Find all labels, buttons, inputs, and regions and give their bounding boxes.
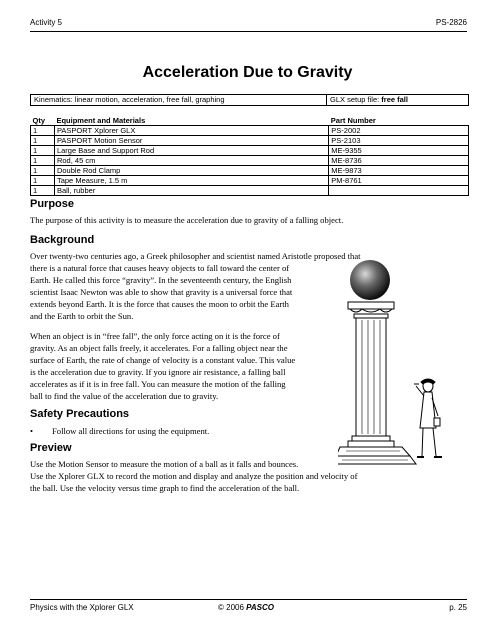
footer-book-title: Physics with the Xplorer GLX [30, 603, 134, 612]
part-cell: PS-2002 [329, 126, 469, 136]
background-paragraph-1 [30, 250, 361, 322]
qty-cell: 1 [31, 146, 55, 156]
header-rule [30, 31, 467, 32]
table-row [31, 166, 469, 176]
text-line: Over twenty-two centuries ago, a Greek philosopher and scientist named Aristotle proposed that [30, 251, 361, 261]
item-cell: Large Base and Support Rod [54, 146, 328, 156]
safety-bullet: • [30, 426, 34, 436]
table-row [31, 126, 469, 136]
column-and-ball-illustration [338, 258, 450, 478]
info-box-divider [326, 95, 327, 105]
footer-copyright: © 2006 PASCO [218, 603, 274, 612]
purpose-text: The purpose of this activity is to measure the acceleration due to gravity of a falling object. [30, 215, 344, 225]
item-cell: PASPORT Xplorer GLX [54, 126, 328, 136]
table-row [31, 176, 469, 186]
column-header-part: Part Number [330, 116, 376, 125]
qty-cell: 1 [31, 136, 55, 146]
part-cell: ME-9355 [329, 146, 469, 156]
text-line: Use the Xplorer GLX to record the motion and display and analyze the position and velocity of [30, 471, 358, 481]
person-figure [414, 379, 442, 457]
text-line: surface of Earth, the rate of change of velocity is a constant value. This value [30, 355, 296, 365]
text-line: scientist Isaac Newton was able to show that gravity is a universal force that [30, 287, 293, 297]
safety-heading: Safety Precautions [30, 408, 130, 420]
page-title: Acceleration Due to Gravity [142, 64, 353, 81]
text-line: is the acceleration due to gravity. If you ignore air resistance, a falling ball [30, 367, 286, 377]
text-line: and the Earth to orbit the Sun. [30, 311, 134, 321]
text-line: there is a natural force that causes heavy objects to fall toward the center of [30, 263, 290, 273]
text-line: gravity. As an object falls freely, it accelerates. For a falling object near the [30, 343, 288, 353]
footer-page-number: p. 25 [449, 603, 467, 612]
ball-icon [350, 260, 390, 300]
item-cell: Tape Measure, 1.5 m [54, 176, 328, 186]
item-cell: Rod, 45 cm [54, 156, 328, 166]
qty-cell: 1 [31, 126, 55, 136]
text-line: Use the Motion Sensor to measure the motion of a ball as it falls and bounces. [30, 459, 299, 469]
text-line: accelerates as if it is in free fall. You can measure the motion of the falling [30, 379, 286, 389]
qty-cell: 1 [31, 156, 55, 166]
safety-item: Follow all directions for using the equipment. [52, 426, 210, 436]
column-header-qty: Qty [32, 116, 46, 125]
text-line: When an object is in “free fall”, the only force acting on it is the force of [30, 331, 280, 341]
column-header-item: Equipment and Materials [56, 116, 146, 125]
text-line: Earth. He called this force “gravity”. In the seventeenth century, the English [30, 275, 292, 285]
header-activity: Activity 5 [30, 18, 63, 27]
info-box [30, 94, 469, 106]
item-cell: PASPORT Motion Sensor [54, 136, 328, 146]
table-row [31, 146, 469, 156]
text-line: the ball. Use the velocity versus time graph to find the acceleration of the ball. [30, 483, 300, 493]
part-cell: PM-8761 [329, 176, 469, 186]
purpose-heading: Purpose [30, 198, 75, 210]
qty-cell: 1 [31, 166, 55, 176]
background-paragraph-2 [30, 330, 295, 402]
qty-cell: 1 [31, 176, 55, 186]
part-cell: ME-9873 [329, 166, 469, 176]
table-row [31, 156, 469, 166]
footer-rule [30, 599, 467, 600]
background-heading: Background [30, 234, 95, 246]
table-row [31, 186, 469, 196]
text-line: ball to find the value of the acceleration due to gravity. [30, 391, 219, 401]
qty-cell: 1 [31, 186, 55, 196]
item-cell: Double Rod Clamp [54, 166, 328, 176]
preview-text [30, 458, 357, 494]
item-cell: Ball, rubber [54, 186, 328, 196]
column-shaft [356, 318, 386, 436]
part-cell: ME-8736 [329, 156, 469, 166]
equipment-table [30, 116, 469, 196]
part-cell [329, 186, 469, 196]
part-cell: PS-2103 [329, 136, 469, 146]
table-row [31, 136, 469, 146]
topics-text: Kinematics: linear motion, acceleration, free fall, graphing [34, 95, 225, 104]
setup-file-text: GLX setup file: free fall [330, 95, 408, 104]
text-line: extends beyond Earth. It is the force that causes the moon to orbit the Earth [30, 299, 289, 309]
header-part-number: PS-2826 [435, 18, 467, 27]
preview-heading: Preview [30, 442, 72, 454]
